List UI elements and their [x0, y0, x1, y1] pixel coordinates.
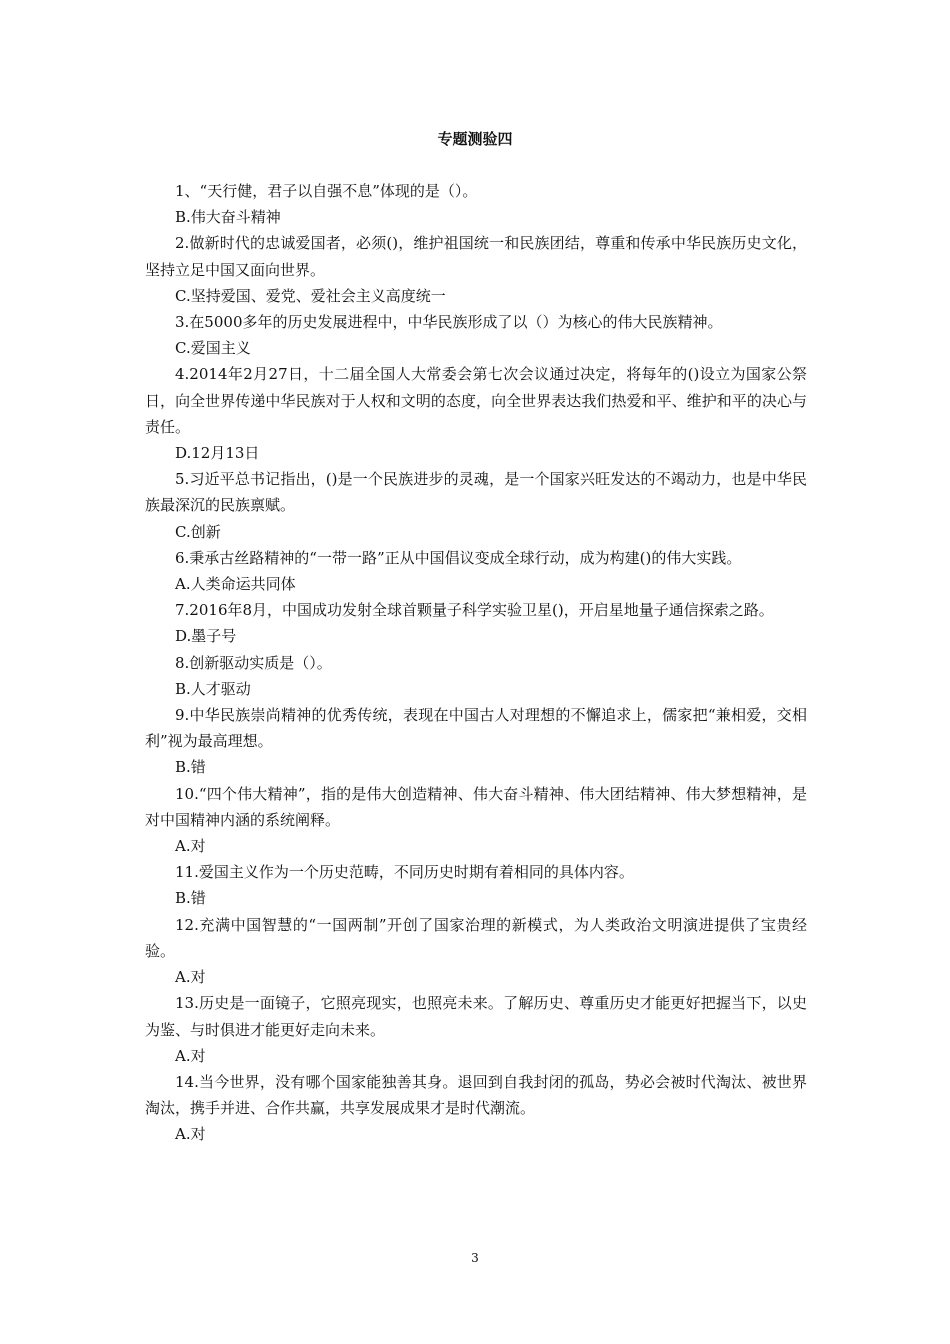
page-title: 专题测验四 — [437, 130, 513, 148]
question-text: 6.秉承古丝路精神的“一带一路”正从中国倡议变成全球行动，成为构建()的伟大实践。 — [175, 548, 742, 567]
answer-text: B.伟大奋斗精神 — [175, 208, 281, 227]
answer-text: D.12月13日 — [175, 444, 260, 463]
question-text: 14.当今世界，没有哪个国家能独善其身。退回到自我封闭的孤岛，势必会被时代淘汰、被世界淘汰，携手并进、合作共赢，共享发展成果才是时代潮流。 — [145, 1072, 807, 1118]
answer-text: C.爱国主义 — [175, 339, 251, 358]
question-text: 10.“四个伟大精神”，指的是伟大创造精神、伟大奋斗精神、伟大团结精神、伟大梦想精神，是对中国精神内涵的系统阐释。 — [145, 784, 807, 829]
answer-text: A.人类命运共同体 — [175, 575, 296, 594]
question-text: 12.充满中国智慧的“一国两制”开创了国家治理的新模式，为人类政治文明演进提供了宝贵经验。 — [145, 915, 807, 960]
question-text: 3.在5000多年的历史发展进程中，中华民族形成了以（）为核心的伟大民族精神。 — [175, 313, 723, 332]
question-text: 11.爱国主义作为一个历史范畴，不同历史时期有着相同的具体内容。 — [175, 863, 634, 882]
answer-text: B.错 — [175, 758, 206, 777]
answer-text: A.对 — [175, 1125, 206, 1144]
answer-text: C.坚持爱国、爱党、爱社会主义高度统一 — [175, 286, 446, 305]
answer-text: A.对 — [175, 837, 206, 856]
question-text: 4.2014年2月27日，十二届全国人大常委会第七次会议通过决定，将每年的()设立为国家公祭日，向全世界传递中华民族对于人权和文明的态度，向全世界表达我们热爱和平、维护和平的决心与责任。 — [145, 365, 807, 436]
question-text: 2.做新时代的忠诚爱国者，必须()，维护祖国统一和民族团结，尊重和传承中华民族历史文化，坚持立足中国又面向世界。 — [145, 234, 807, 279]
answer-text: A.对 — [175, 1046, 206, 1065]
answer-text: A.对 — [175, 968, 206, 987]
question-text: 9.中华民族崇尚精神的优秀传统，表现在中国古人对理想的不懈追求上，儒家把“兼相爱，交相利”视为最高理想。 — [145, 706, 807, 751]
answer-text: C.创新 — [175, 522, 221, 541]
question-text: 7.2016年8月，中国成功发射全球首颗量子科学实验卫星()，开启星地量子通信探索之路。 — [175, 601, 774, 620]
question-text: 1、“天行健，君子以自强不息”体现的是（）。 — [175, 182, 478, 200]
answer-text: B.人才驱动 — [175, 679, 251, 698]
question-text: 13.历史是一面镜子，它照亮现实，也照亮未来。了解历史、尊重历史才能更好把握当下，以史为鉴、与时俱进才能更好走向未来。 — [145, 994, 807, 1039]
question-text: 5.习近平总书记指出，()是一个民族进步的灵魂，是一个国家兴旺发达的不竭动力，也是中华民族最深沉的民族禀赋。 — [145, 470, 807, 515]
answer-text: B.错 — [175, 889, 206, 908]
page-number: 3 — [471, 1251, 479, 1265]
answer-text: D.墨子号 — [175, 627, 237, 646]
quiz-content — [145, 178, 807, 1148]
question-text: 8.创新驱动实质是（）。 — [175, 653, 332, 672]
